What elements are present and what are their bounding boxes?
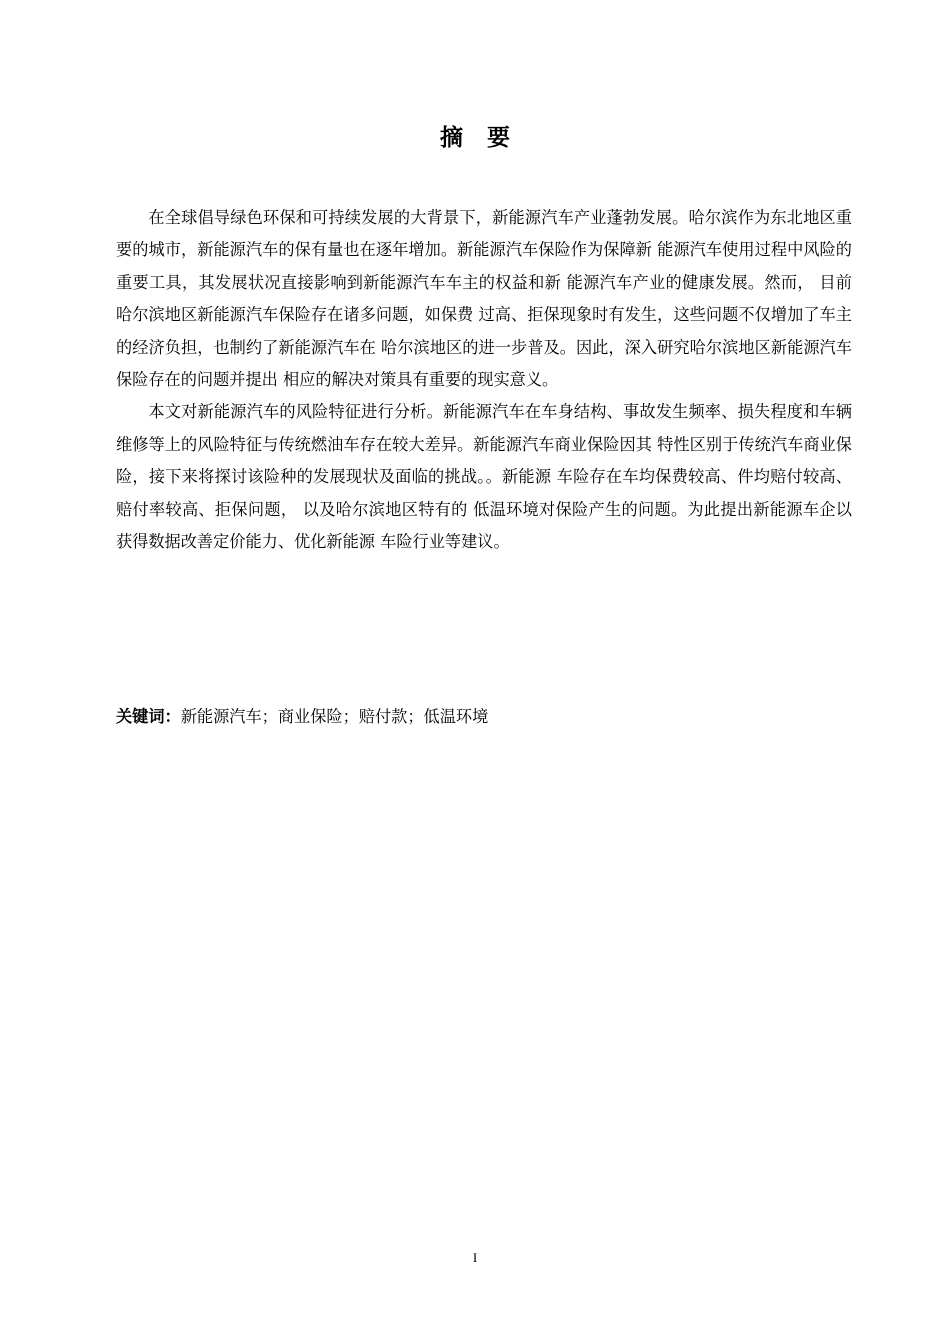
keywords-label: 关键词： [116, 707, 181, 726]
abstract-title: 摘要 [440, 125, 534, 151]
abstract-paragraph-2: 本文对新能源汽车的风险特征进行分析。新能源汽车在车身结构、事故发生频率、损失程度和车辆维修等上的风险特征与传统燃油车存在较大差异。新能源汽车商业保险因其 特性区别于传统汽车商业保险，接下来将探讨该险种的发展现状及面临的挑战。。新能源 车险存在车均保费较高、件均赔付较高、赔付率较高、拒保问题， 以及哈尔滨地区特有的 低温环境对保险产生的问题。为此提出新能源车企以获得数据改善定价能力、优化新能源 车险行业等建议。 [116, 402, 852, 552]
keywords-value: 新能源汽车；商业保险；赔付款；低温环境 [180, 707, 489, 726]
page-number: I [472, 1250, 478, 1265]
keywords-line [116, 702, 852, 732]
abstract-body [116, 202, 852, 558]
abstract-paragraph-1: 在全球倡导绿色环保和可持续发展的大背景下，新能源汽车产业蓬勃发展。哈尔滨作为东北地区重要的城市，新能源汽车的保有量也在逐年增加。新能源汽车保险作为保障新 能源汽车使用过程中风险的重要工具，其发展状况直接影响到新能源汽车车主的权益和新 能源汽车产业的健康发展。然而， 目前哈尔滨地区新能源汽车保险存在诸多问题，如保费 过高、拒保现象时有发生，这些问题不仅增加了车主的经济负担，也制约了新能源汽车在 哈尔滨地区的进一步普及。因此，深入研究哈尔滨地区新能源汽车保险存在的问题并提出 相应的解决对策具有重要的现实意义。 [116, 208, 852, 390]
